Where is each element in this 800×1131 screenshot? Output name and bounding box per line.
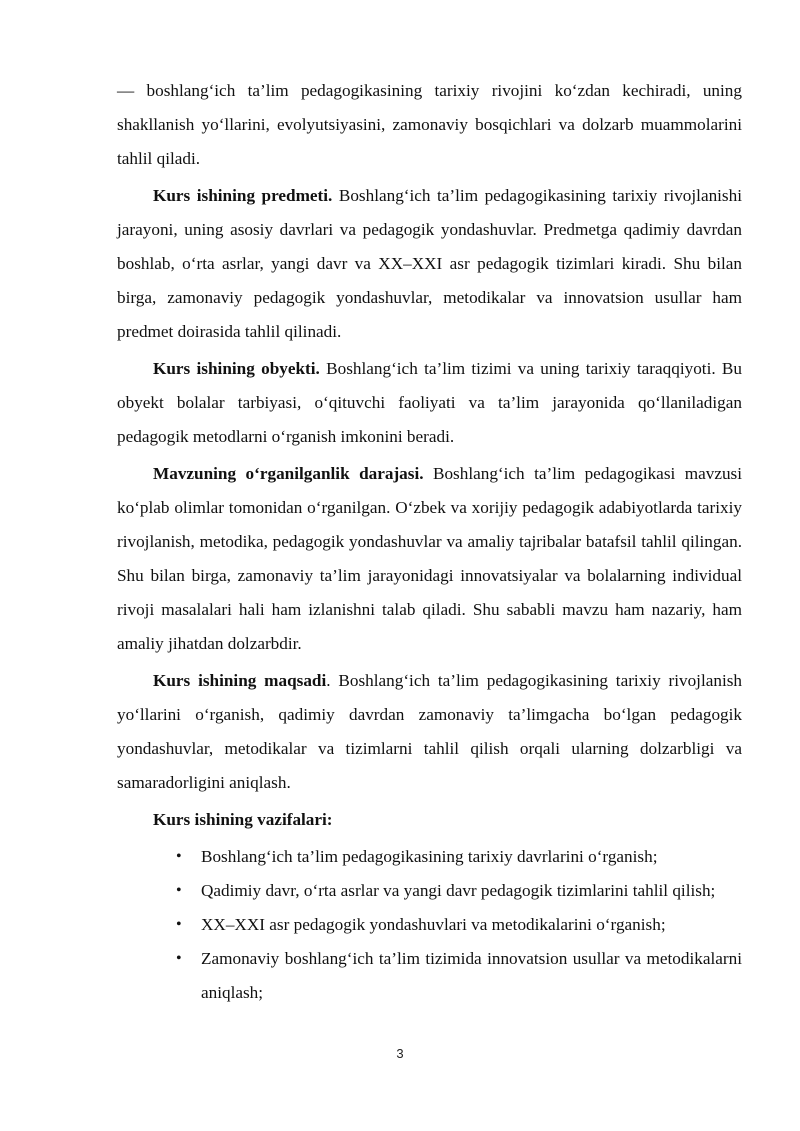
list-item	[117, 908, 742, 942]
object-paragraph	[117, 352, 742, 454]
study-level-paragraph	[117, 457, 742, 661]
list-item	[117, 840, 742, 874]
study-level-text: Boshlang‘ich ta’lim pedagogikasi mavzusi ko‘plab olimlar tomonidan o‘rganilgan. O‘zbek va xorijiy pedagogik adabiyotlarda tarixiy rivojlanish, metodika, pedagogik yondashuvlar va amaliy tajribalar batafsil tahlil qilingan. Shu bilan birga, zamonaviy ta’lim jarayonidagi innovatsiyalar va bolalarning individual rivoji masalalari hali ham izlanishni talab qiladi. Shu sababli mavzu ham nazariy, ham amaliy jihatdan dolzarbdir.	[117, 464, 743, 653]
object-text: Boshlang‘ich ta’lim tizimi va uning tarixiy taraqqiyoti. Bu obyekt bolalar tarbiyasi, o‘qituvchi faoliyati va ta’lim jarayonida qo‘llaniladigan pedagogik metodlarni o‘rganish imkonini beradi.	[117, 359, 742, 446]
goal-text: . Boshlang‘ich ta’lim pedagogikasining tarixiy rivojlanish yo‘llarini o‘rganish, qadimiy davrdan zamonaviy ta’limgacha bo‘lgan pedagogik yondashuvlar, metodikalar va tizimlarni tahlil qilish orqali ularning dolzarbligi va samaradorligini aniqlash.	[117, 671, 742, 792]
page-body	[117, 74, 742, 1010]
bullet-icon: •	[176, 848, 182, 865]
goal-paragraph	[117, 664, 742, 800]
subject-heading: Kurs ishining predmeti.	[153, 186, 333, 205]
subject-paragraph	[117, 179, 742, 349]
page-number: 3	[396, 1046, 404, 1061]
study-level-heading: Mavzuning o‘rganilganlik darajasi.	[153, 464, 424, 483]
task-text: Boshlang‘ich ta’lim pedagogikasining tarixiy davrlarini o‘rganish;	[201, 847, 658, 866]
object-heading: Kurs ishining obyekti.	[153, 359, 320, 378]
list-item	[117, 874, 742, 908]
task-text: Zamonaviy boshlang‘ich ta’lim tizimida innovatsion usullar va metodikalarni aniqlash;	[201, 949, 742, 1002]
tasks-list	[117, 840, 742, 1010]
goal-heading: Kurs ishining maqsadi	[153, 671, 327, 690]
task-text: XX–XXI asr pedagogik yondashuvlari va metodikalarini o‘rganish;	[201, 915, 666, 934]
bullet-icon: •	[176, 882, 182, 899]
tasks-heading: Kurs ishining vazifalari:	[153, 810, 333, 829]
bullet-icon: •	[176, 916, 182, 933]
list-item	[117, 942, 742, 1010]
task-text: Qadimiy davr, o‘rta asrlar va yangi davr pedagogik tizimlarini tahlil qilish;	[201, 881, 716, 900]
bullet-icon: •	[176, 950, 182, 967]
subject-text: Boshlang‘ich ta’lim pedagogikasining tarixiy rivojlanishi jarayoni, uning asosiy davrlari va pedagogik yondashuvlar. Predmetga qadimiy davrdan boshlab, o‘rta asrlar, yangi davr va XX–XXI asr pedagogik tizimlari kiradi. Shu bilan birga, zamonaviy pedagogik yondashuvlar, metodikalar va innovatsion usullar ham predmet doirasida tahlil qilinadi.	[117, 186, 742, 341]
tasks-heading-paragraph	[117, 803, 742, 837]
intro-continuation-paragraph: — boshlang‘ich ta’lim pedagogikasining tarixiy rivojini ko‘zdan kechiradi, uning shakllanish yo‘llarini, evolyutsiyasini, zamonaviy bosqichlari va dolzarb muammolarini tahlil qiladi.	[117, 81, 742, 168]
